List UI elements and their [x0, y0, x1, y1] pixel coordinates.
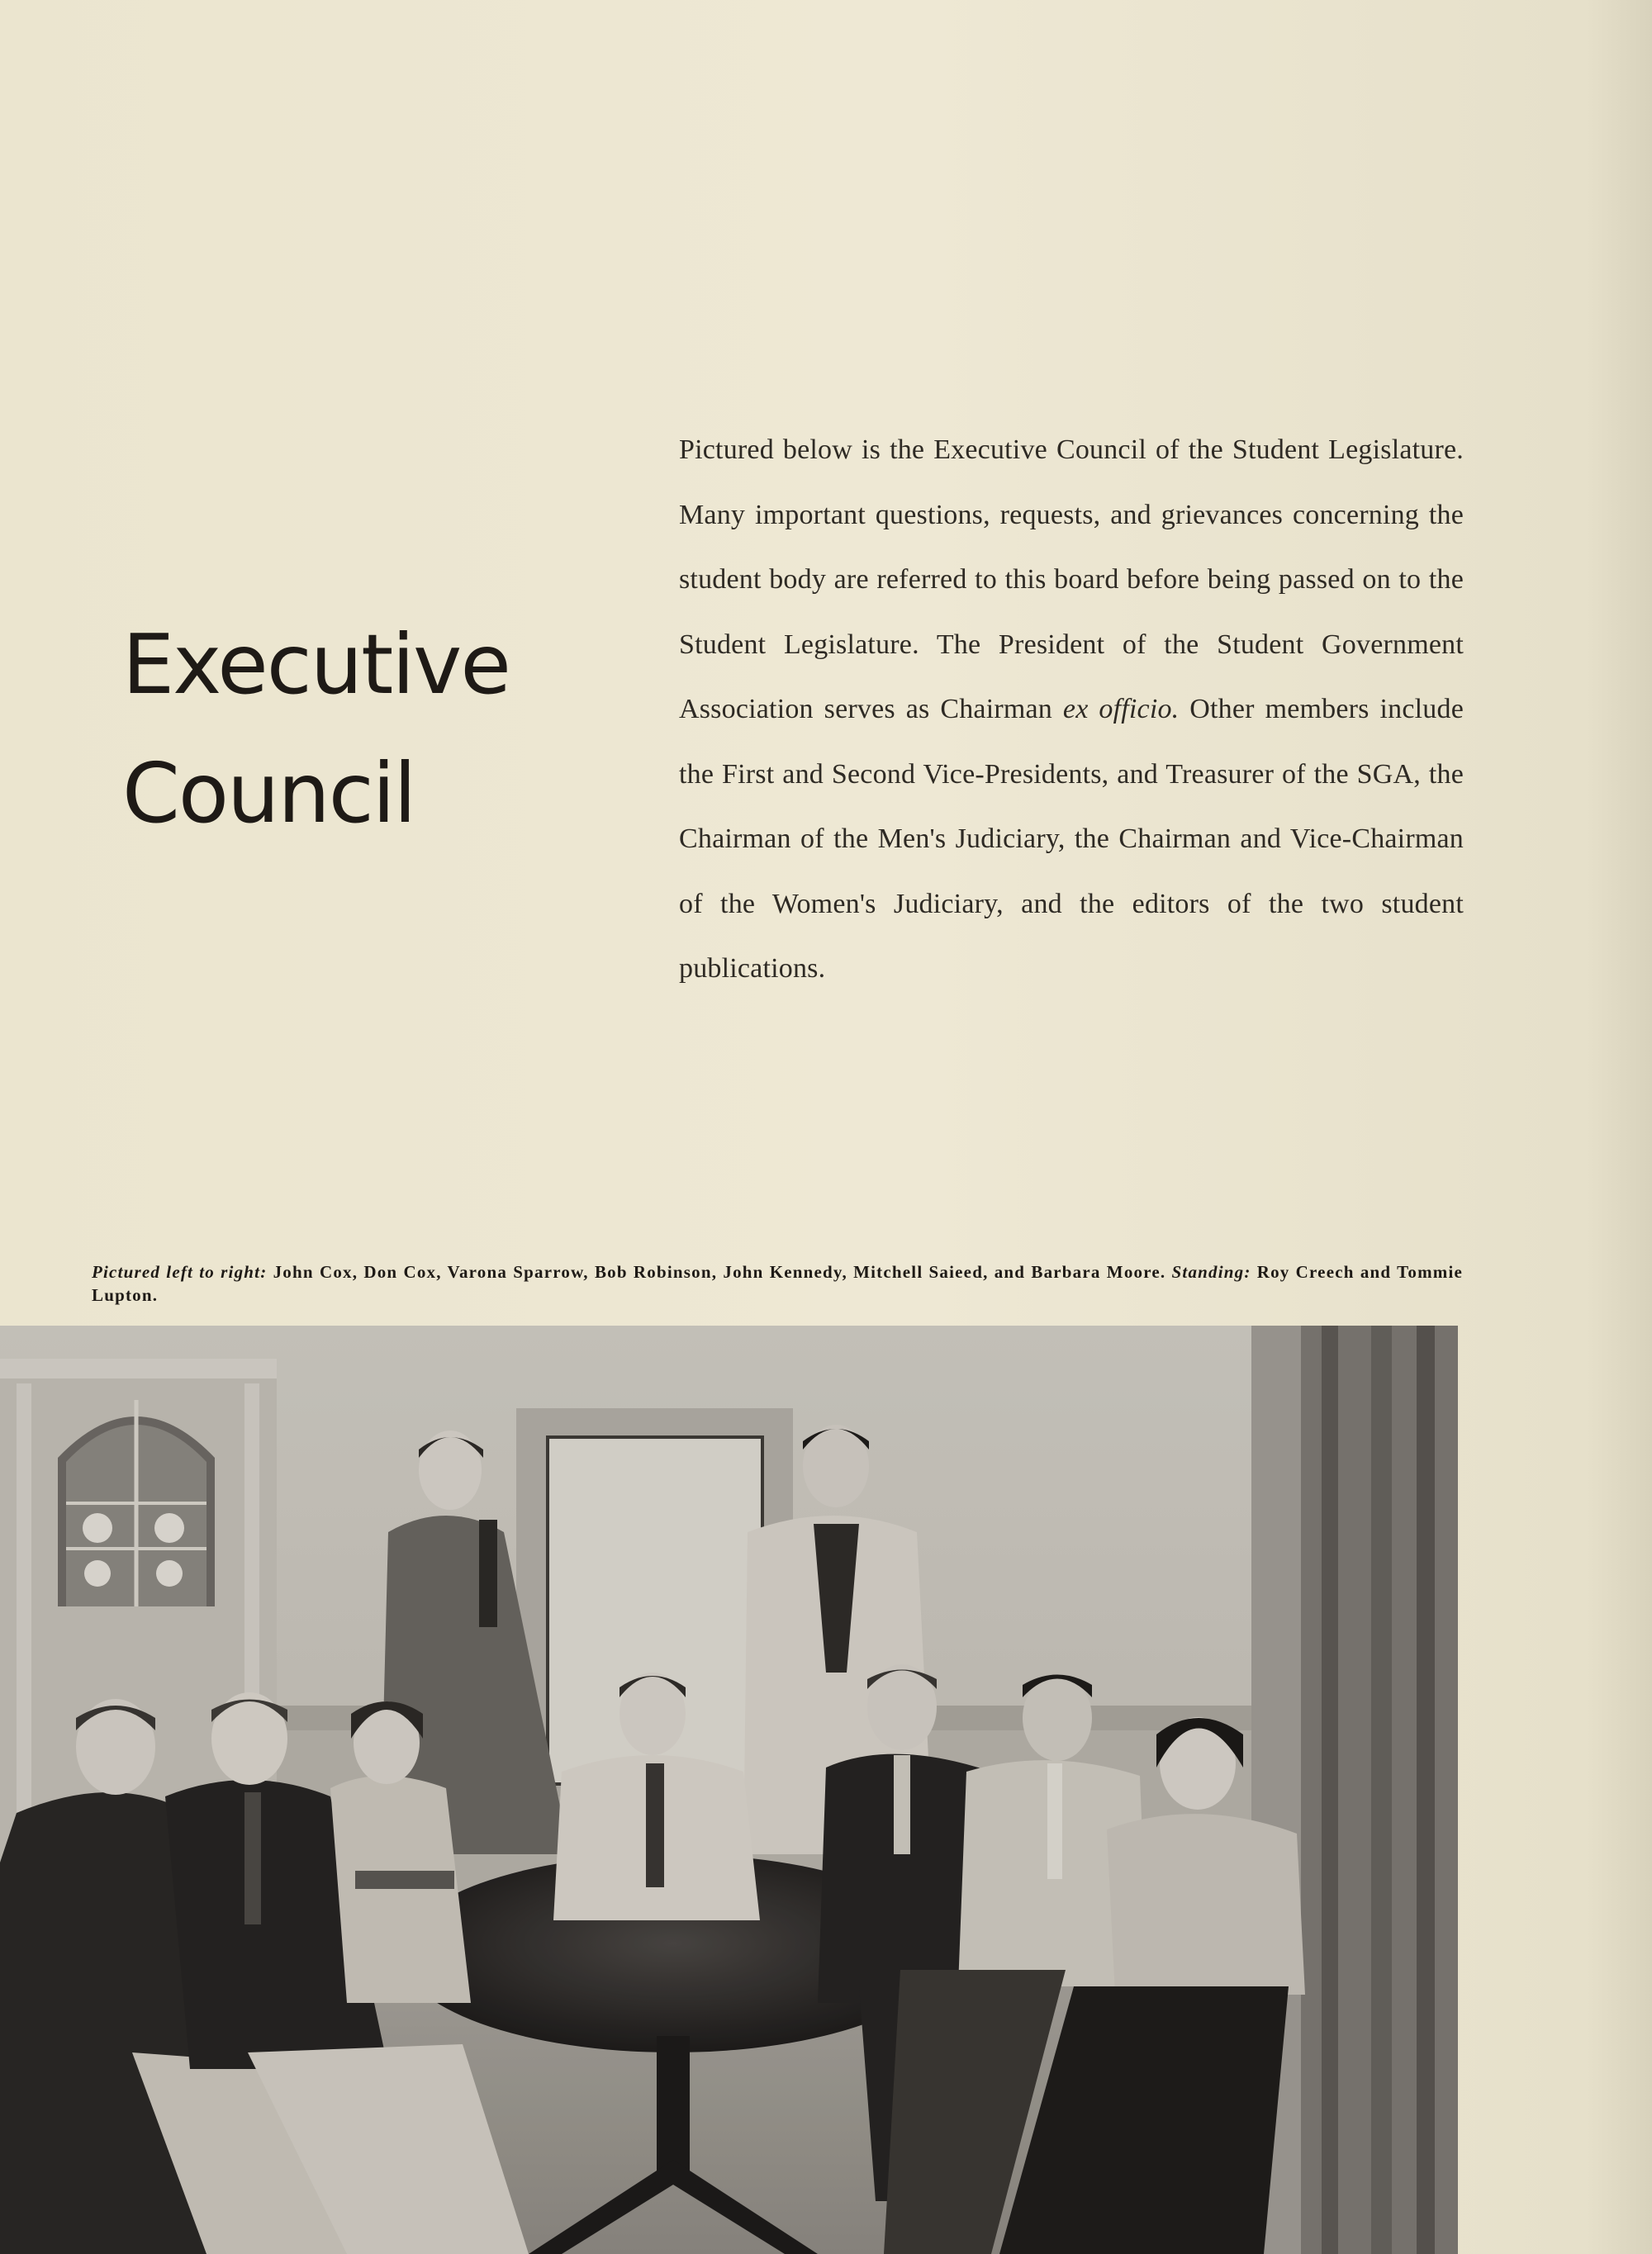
caption-standing-names: Roy Creech and Tommie Lupton.	[92, 1262, 1464, 1305]
description-text-2: Other members include the First and Second Vice-Presidents, and Treasurer of the SGA, the Chairman of the Men's Judiciary, the Chairman and Vice-Chairman of the Women's Judiciary, and the editors of the two student publications.	[679, 694, 1464, 984]
description-italic: ex officio.	[1062, 694, 1180, 724]
title-line-1: Executive	[122, 616, 510, 713]
page-title	[122, 600, 585, 858]
photo-caption	[92, 1260, 1463, 1307]
title-line-2: Council	[122, 745, 415, 842]
caption-standing-label: Standing:	[1171, 1262, 1251, 1282]
group-photo-illustration	[0, 1326, 1458, 2254]
caption-seated-names: John Cox, Don Cox, Varona Sparrow, Bob Robinson, John Kennedy, Mitchell Saieed, and Barbara Moore.	[267, 1262, 1172, 1282]
caption-lead: Pictured left to right:	[92, 1262, 268, 1282]
description-paragraph	[679, 418, 1464, 1002]
description-text-1: Pictured below is the Executive Council of the Student Legislature. Many important questions, requests, and grievances concerning the student body are referred to this board before being passed on to the Student Legislature. The President of the Student Government Association serves as Chairman	[679, 434, 1464, 724]
group-photo	[0, 1326, 1458, 2254]
